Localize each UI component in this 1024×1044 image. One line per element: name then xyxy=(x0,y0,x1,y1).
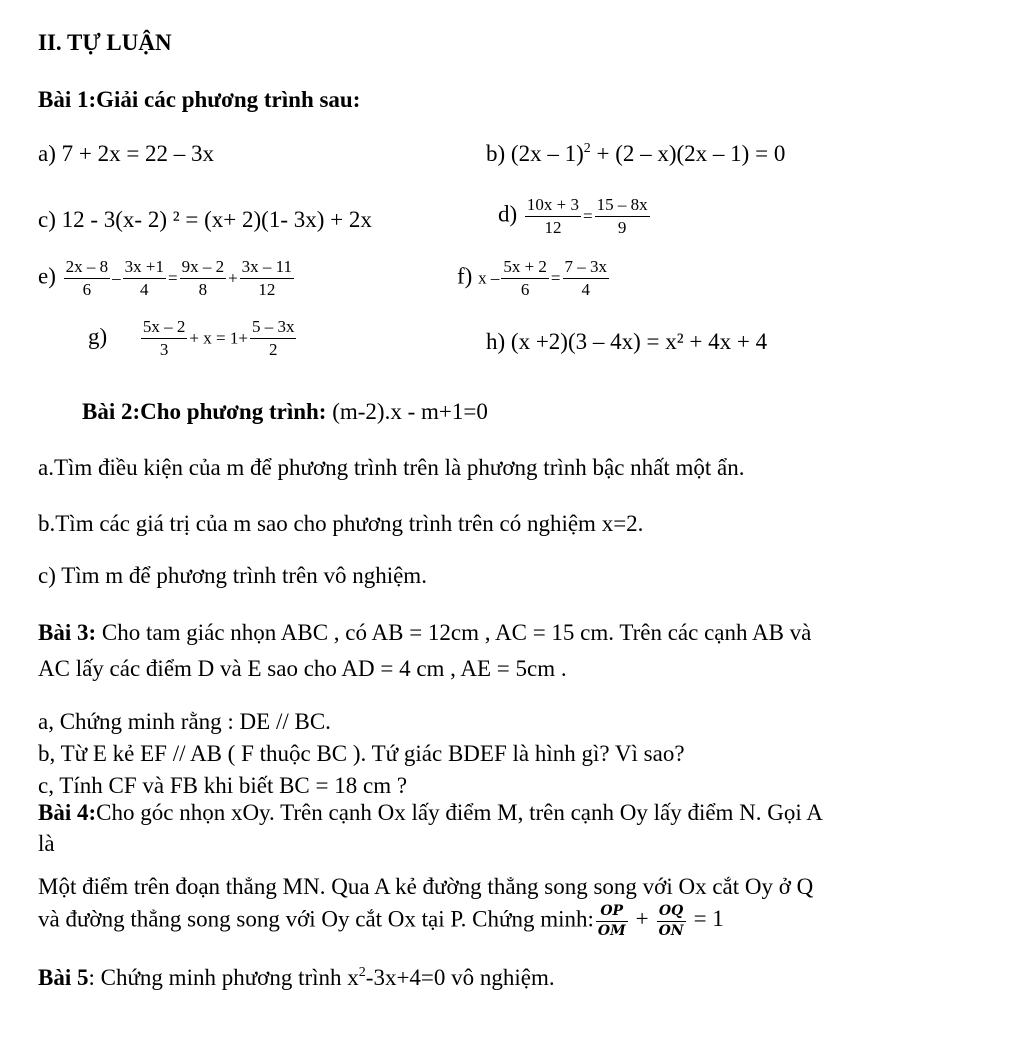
fraction: $\frac{OP}{OM}$ xyxy=(597,903,626,939)
bai1-d: d) $\frac{10x + 3}{12}$ = $\frac{15 - 8x}{9}$ xyxy=(498,195,648,237)
bai3-a: a, Chứng minh rằng : DE // BC. xyxy=(38,709,331,734)
fraction: $\frac{10x + 3}{12}$ xyxy=(526,195,580,237)
bai4-line2: là xyxy=(38,831,55,856)
fraction: $\frac{3x +1}{4}$ xyxy=(124,257,164,299)
fraction: $\frac{7 - 3x}{4}$ xyxy=(564,257,608,299)
fraction: $\frac{15 - 8x}{9}$ xyxy=(596,195,648,237)
bai1-h: h) (x +2)(3 – 4x) = x² + 4x + 4 xyxy=(486,329,768,354)
bai3-b: b, Từ E kẻ EF // AB ( F thuộc BC ). Tứ giác BDEF là hình gì? Vì sao? xyxy=(38,741,685,766)
fraction: $\frac{OQ}{ON}$ xyxy=(658,903,684,939)
bai1-g: g) $\frac{5x - 2}{3}$ + x = 1+ $\frac{5 - 3x}{2}$ xyxy=(88,317,295,359)
fraction: $\frac{5x + 2}{6}$ xyxy=(503,257,547,299)
bai2-heading: Bài 2:Cho phương trình: (m-2).x - m+1=0 xyxy=(82,399,488,424)
bai4-line3: Một điểm trên đoạn thẳng MN. Qua A kẻ đường thẳng song song với Ox cắt Oy ở Q xyxy=(38,874,814,899)
bai1-a: a) 7 + 2x = 22 – 3x xyxy=(38,141,215,166)
bai2-b: b.Tìm các giá trị của m sao cho phương trình trên có nghiệm x=2. xyxy=(38,511,644,536)
bai2-c: c) Tìm m để phương trình trên vô nghiệm. xyxy=(38,563,427,588)
fraction: $\frac{2x - 8}{6}$ xyxy=(65,257,109,299)
bai3-line2: AC lấy các điểm D và E sao cho AD = 4 cm , AE = 5cm . xyxy=(38,656,567,681)
section-title: II. TỰ LUẬN xyxy=(38,30,172,55)
fraction: $\frac{9x - 2}{8}$ xyxy=(181,257,225,299)
fraction: $\frac{5x - 2}{3}$ xyxy=(142,317,186,359)
bai1-heading: Bài 1:Giải các phương trình sau: xyxy=(38,87,361,112)
bai2-a: a.Tìm điều kiện của m để phương trình trên là phương trình bậc nhất một ẩn. xyxy=(38,455,745,480)
bai1-c: c) 12 - 3(x- 2) ² = (x+ 2)(1- 3x) + 2x xyxy=(38,207,372,232)
bai3-c: c, Tính CF và FB khi biết BC = 18 cm ? xyxy=(38,773,408,798)
bai5: Bài 5: Chứng minh phương trình $x^2-3x+4=0$ vô nghiệm. xyxy=(38,965,555,990)
bai4-line4: và đường thẳng song song với Oy cắt Ox tại P. Chứng minh: $\frac{OP}{OM}$ + $\frac{OQ}{ON}$ = 1 xyxy=(38,903,724,939)
bai1-b: b) (2x – 1)$^2$ + (2 – x)(2x – 1) = 0 xyxy=(486,141,786,166)
bai1-f: f) x – $\frac{5x + 2}{6}$ = $\frac{7 - 3x}{4}$ xyxy=(457,257,608,299)
bai4-line1: Bài 4:Cho góc nhọn xOy. Trên cạnh Ox lấy điểm M, trên cạnh Oy lấy điểm N. Gọi A xyxy=(38,800,823,825)
bai1-e: e) $\frac{2x - 8}{6}$ – $\frac{3x +1}{4}$ = $\frac{9x - 2}{8}$ + $\frac{3x - 11}{12}$ xyxy=(38,257,293,299)
bai3-line1: Bài 3: Cho tam giác nhọn ABC , có AB = 12cm , AC = 15 cm. Trên các cạnh AB và xyxy=(38,620,812,645)
fraction: $\frac{3x - 11}{12}$ xyxy=(241,257,293,299)
fraction: $\frac{5 - 3x}{2}$ xyxy=(251,317,295,359)
